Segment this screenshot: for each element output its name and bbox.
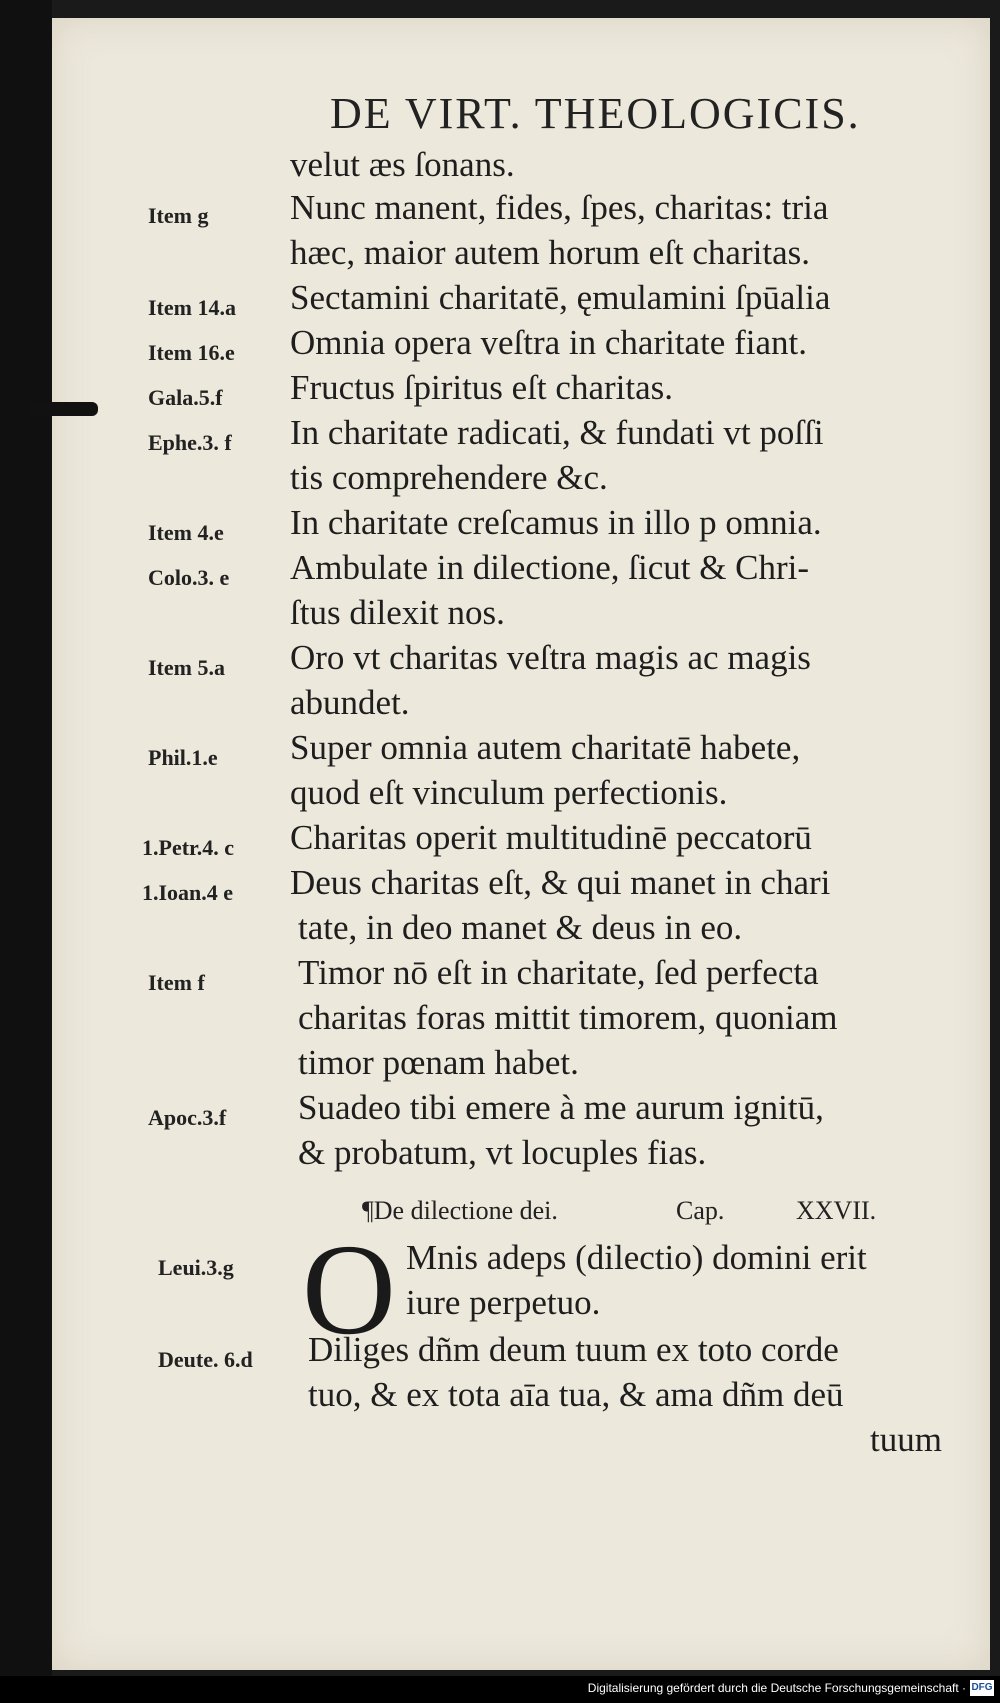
chapter-title: ¶De dilectione dei. <box>362 1196 558 1225</box>
text-line: tis comprehendere &c. <box>290 458 608 497</box>
margin-note: Item f <box>148 970 205 995</box>
bookmark-ribbon <box>30 402 98 416</box>
drop-initial: O <box>302 1218 396 1362</box>
text-line: Ambulate in dilectione, ſicut & Chri- <box>290 548 810 587</box>
text-line: & probatum, vt locuples fias. <box>298 1133 707 1172</box>
chapter-cap-label: Cap. <box>676 1196 725 1225</box>
text-line: Deus charitas eſt, & qui manet in chari <box>290 863 831 902</box>
text-line: Charitas operit multitudinē peccatorū <box>290 818 812 857</box>
margin-note: Item 5.a <box>148 655 225 680</box>
margin-note: Gala.5.f <box>148 385 223 410</box>
text-line: Sectamini charitatē, ęmulamini ſpūalia <box>290 278 831 317</box>
dfg-logo: DFG <box>970 1680 994 1696</box>
text-line: Fructus ſpiritus eſt charitas. <box>290 368 673 407</box>
text-line: In charitate creſcamus in illo p omnia. <box>290 503 822 542</box>
margin-note: Leui.3.g <box>158 1255 234 1280</box>
margin-note: 1.Ioan.4 e <box>142 880 234 905</box>
text-line: Diliges dñm deum tuum ex toto corde <box>308 1330 839 1369</box>
text-line: velut æs ſonans. <box>290 145 515 184</box>
margin-note: Phil.1.e <box>148 745 218 770</box>
text-line: hæc, maior autem horum eſt charitas. <box>290 233 810 272</box>
text-line: quod eſt vinculum perfectionis. <box>290 773 728 812</box>
margin-note: Colo.3. e <box>148 565 230 590</box>
catchword: tuum <box>870 1420 942 1459</box>
chapter-number: XXVII. <box>796 1196 877 1225</box>
text-line: abundet. <box>290 683 410 722</box>
margin-note: Item 16.e <box>148 340 235 365</box>
text-line: tuo, & ex tota aīa tua, & ama dñm deū <box>308 1375 844 1414</box>
margin-note: Apoc.3.f <box>148 1105 227 1130</box>
margin-note: Deute. 6.d <box>158 1347 253 1372</box>
margin-note: Item 4.e <box>148 520 224 545</box>
book-spine-edge <box>0 0 52 1703</box>
digitization-footer <box>0 1676 1000 1703</box>
text-line: Super omnia autem charitatē habete, <box>290 728 801 767</box>
margin-note: Item g <box>148 203 209 228</box>
margin-note: Item 14.a <box>148 295 236 320</box>
text-line: iure perpetuo. <box>406 1283 601 1322</box>
text-line: tate, in deo manet & deus in eo. <box>298 908 743 947</box>
margin-note: 1.Petr.4. c <box>142 835 235 860</box>
text-line: Oro vt charitas veſtra magis ac magis <box>290 638 811 677</box>
text-line: Mnis adeps (dilectio) domini erit <box>406 1238 867 1277</box>
text-line: Suadeo tibi emere à me aurum ignitū, <box>298 1088 824 1127</box>
text-line: In charitate radicati, & fundati vt poſſi <box>290 413 824 452</box>
text-line: timor pœnam habet. <box>298 1043 579 1082</box>
margin-note: Ephe.3. f <box>148 430 232 455</box>
text-line: Omnia opera veſtra in charitate fiant. <box>290 323 807 362</box>
running-head: DE VIRT. THEOLOGICIS. <box>330 89 861 138</box>
text-line: charitas foras mittit timorem, quoniam <box>298 998 838 1037</box>
text-line: ſtus dilexit nos. <box>290 593 505 632</box>
text-line: Timor nō eſt in charitate, ſed perfecta <box>298 953 819 992</box>
footer-credit: Digitalisierung gefördert durch die Deutsche Forschungsgemeinschaft · <box>587 1681 966 1695</box>
text-line: Nunc manent, fides, ſpes, charitas: tria <box>290 188 829 227</box>
